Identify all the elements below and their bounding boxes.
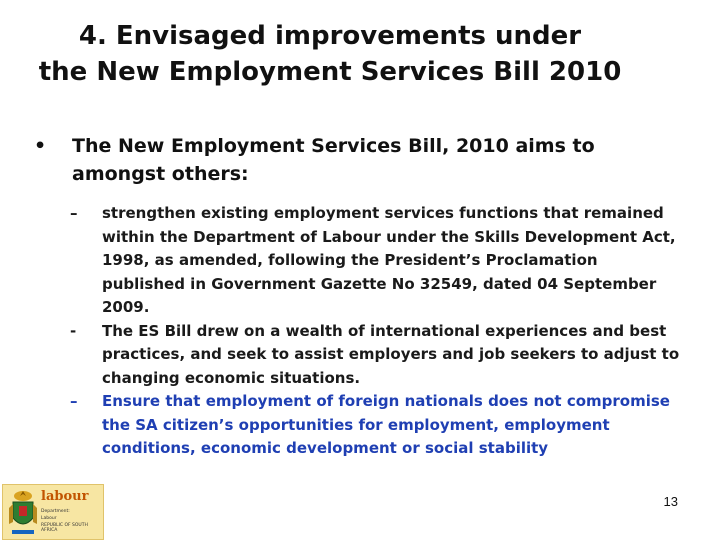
main-bullet-text: The New Employment Services Bill, 2010 aims to amongst others: <box>72 135 595 185</box>
slide-title <box>20 18 640 90</box>
sub-bullet-item <box>70 202 680 320</box>
dash-marker: - <box>70 321 77 340</box>
sub-bullet-text: The ES Bill drew on a wealth of international experiences and best practices, and seek to assist employers and job seekers to adjust to changing economic situations. <box>102 321 680 387</box>
slide-title-line-2: the New Employment Services Bill 2010 <box>38 57 622 87</box>
sub-bullet-text: Ensure that employment of foreign nationals does not compromise the SA citizen’s opportunities for employment, employment conditions, economic development or social stability <box>102 392 670 457</box>
department-of-labour-logo <box>2 484 104 540</box>
dash-marker: – <box>70 204 78 222</box>
sub-bullet-text: strengthen existing employment services functions that remained within the Department of Labour under the Skills Development Act, 1998, as amended, following the President’s Proclamation published in Government Gazette No 32549, dated 04 September 2009. <box>102 204 676 316</box>
logo-brand-text: labour <box>41 489 89 504</box>
coat-of-arms-icon <box>6 488 40 538</box>
sub-bullet-item-highlighted <box>70 390 680 461</box>
sub-bullet-list <box>70 202 680 461</box>
logo-line-2: Labour <box>41 516 57 521</box>
main-bullet <box>34 132 674 188</box>
logo-line-1: Department: <box>41 509 70 514</box>
dash-marker: – <box>70 392 78 410</box>
logo-line-3: REPUBLIC OF SOUTH AFRICA <box>41 523 88 533</box>
sub-bullet-item <box>70 320 680 391</box>
page-number: 13 <box>663 494 678 509</box>
bullet-dot: • <box>34 135 47 157</box>
slide-title-line-1: 4. Envisaged improvements under <box>78 21 582 51</box>
